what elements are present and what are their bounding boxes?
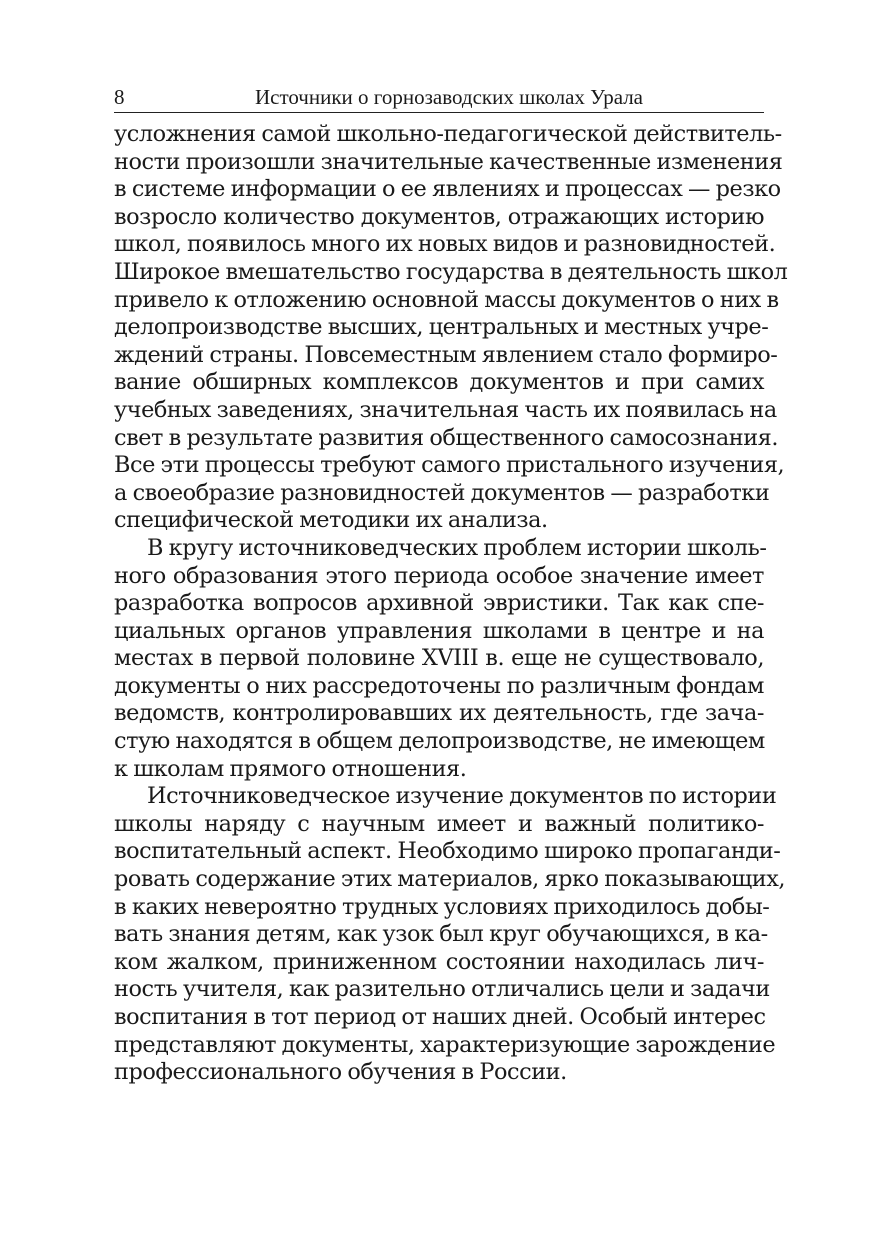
text-line: ного образования этого периода особое значение имеет [114,562,764,589]
text-line: В кругу источниковедческих проблем истории школь- [147,534,767,561]
text-line: в каких невероятно трудных условиях приходилось добы- [114,893,770,920]
text-line: школ, появилось много их новых видов и разновидностей. [114,231,776,258]
text-line: Широкое вмешательство государства в деятельность школ [114,258,788,285]
text-line: Источниковедческое изучение документов по истории [147,783,777,810]
running-head [114,84,764,113]
text-line: к школам прямого отношения. [114,755,467,782]
text-line: циальных органов управления школами в центре и на [114,617,764,644]
text-line: привело к отложению основной массы документов о них в [114,286,779,313]
text-line: вание обширных комплексов документов и при самих [114,369,764,396]
text-line: местах в первой половине XVIII в. еще не существовало, [114,645,764,672]
text-line: школы наряду с научным имеет и важный политико- [114,810,764,837]
text-line: усложнения самой школьно-педагогической действитель- [114,121,782,147]
text-line: свет в результате развития общественного самосознания. [114,424,779,451]
text-line: Все эти процессы требуют самого пристального изучения, [114,452,785,479]
text-line: стую находятся в общем делопроизводстве, не имеющем [114,728,765,755]
text-line: ждений страны. Повсеместным явлением стало формиро- [114,341,778,368]
text-line: профессионального обучения в России. [114,1059,567,1086]
page-number: 8 [114,85,125,109]
paragraph [114,121,788,535]
text-line: разработка вопросов архивной эвристики. Так как спе- [114,590,764,617]
text-line: возросло количество документов, отражающих историю [114,203,764,230]
text-line: а своеобразие разновидностей документов — разработки [114,479,770,506]
text-line: ровать содержание этих материалов, ярко показывающих, [114,866,786,893]
text-line: представляют документы, характеризующие зарождение [114,1031,776,1058]
text-line: в системе информации о ее явлениях и процессах — резко [114,176,781,203]
text-line: ком жалком, приниженном состоянии находилась лич- [114,948,764,975]
text-line: ности произошли значительные качественные изменения [114,148,783,175]
text-line: документы о них рассредоточены по различным фондам [114,672,764,699]
paragraph [114,783,786,1087]
text-line: делопроизводстве высших, центральных и местных учре- [114,314,769,341]
running-title: Источники о горнозаводских школах Урала [254,85,644,109]
text-line: воспитания в тот период от наших дней. Особый интерес [114,1004,766,1030]
text-line: специфической методики их анализа. [114,507,548,534]
text-line: ность учителя, как разительно отличались цели и задачи [114,976,770,1003]
text-line: ведомств, контролировавших их деятельность, где зача- [114,700,764,727]
book-page [114,84,788,1087]
paragraph [114,534,767,783]
body-text [114,121,788,1087]
text-line: вать знания детям, как узок был круг обучающихся, в ка- [114,921,768,948]
text-line: учебных заведениях, значительная часть их появилась на [114,396,777,423]
text-line: воспитательный аспект. Необходимо широко пропаганди- [114,838,781,865]
